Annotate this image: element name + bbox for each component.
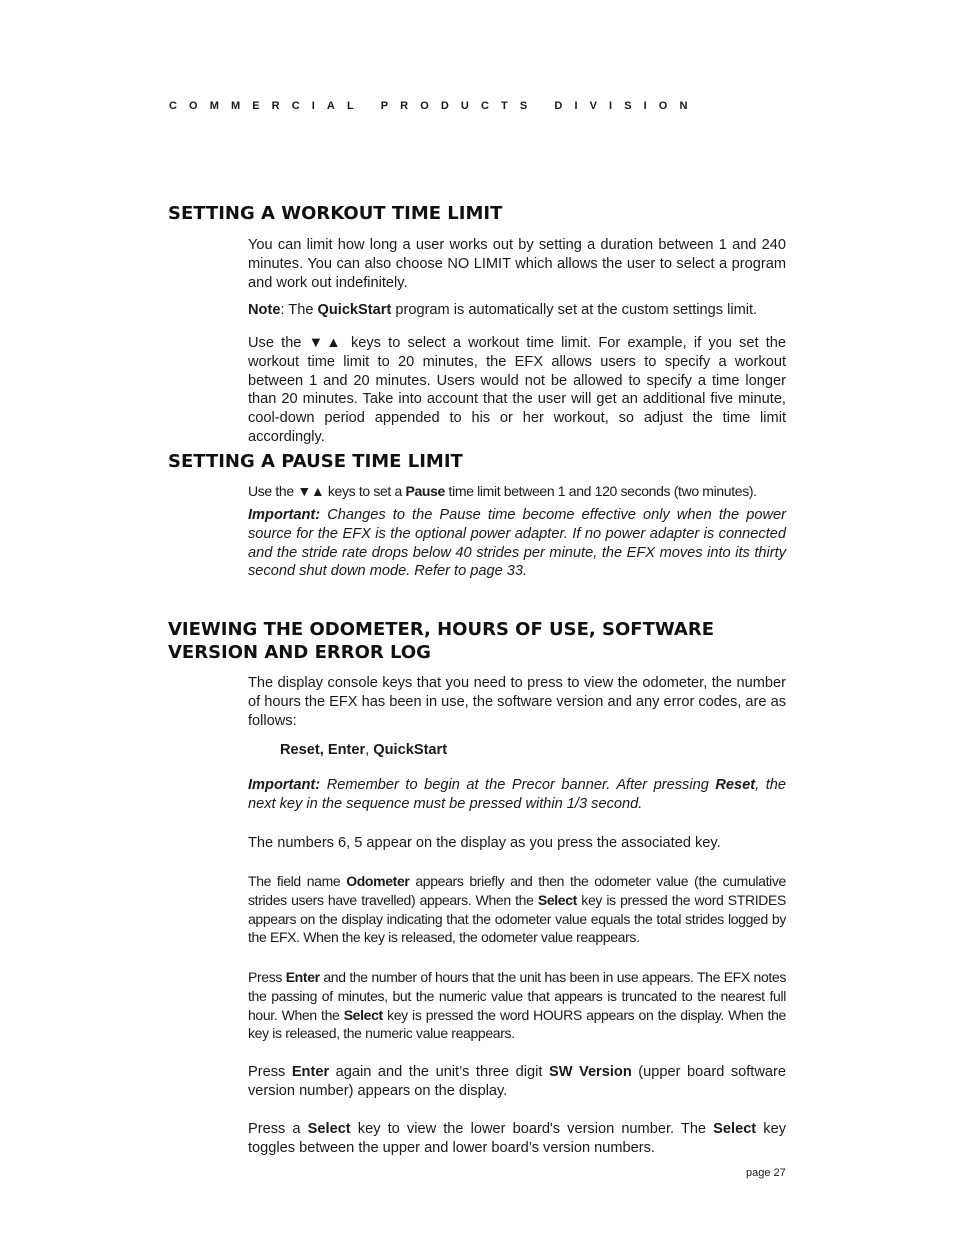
reset-term: Reset <box>715 777 756 793</box>
workout-keys-paragraph: Use the ▼▲ keys to select a workout time limit. For example, if you set the workout time limit to 20 minutes, the EFX allows users to specify a workout between 1 and 20 minutes. Users would not be allowed to specify a time longer than 20 minutes. Take into account that the user will get an additional five minute, cool-down period appended to his or her workout, so adjust the time limit accordingly. <box>248 335 786 445</box>
important-label: Important: <box>248 777 321 793</box>
sw-text-b: again and the unit’s three digit <box>329 1064 549 1080</box>
odo-text-a: The field name <box>248 873 347 889</box>
hours-text-c: key is pressed the word HOURS appears on the display. When the key is released, the numeric value reappears. <box>248 1006 786 1042</box>
workout-note-paragraph <box>248 301 786 320</box>
sel-text-c: key toggles between the upper and lower board’s version numbers. <box>248 1121 787 1156</box>
sw-version-term: SW Version <box>548 1064 632 1080</box>
pause-keys-paragraph <box>248 482 786 501</box>
key-sequence <box>280 742 447 758</box>
title-line-2: VERSION AND ERROR LOG <box>168 642 431 663</box>
important-text-b: , the next key in the sequence must be pressed within 1/3 second. <box>248 777 786 812</box>
enter-term: Enter <box>285 969 320 985</box>
odometer-value-paragraph <box>248 872 786 947</box>
workout-intro-paragraph: You can limit how long a user works out by setting a duration between 1 and 240 minutes. You can also choose NO LIMIT which allows the user to select a program and work out indefinitely. <box>248 237 786 291</box>
division-header: COMMERCIAL PRODUCTS DIVISION <box>169 100 700 112</box>
sw-text-a: Press <box>248 1064 292 1080</box>
keys-reset-enter: Reset, Enter <box>280 742 366 758</box>
pause-text-b: time limit between 1 and 120 seconds (two minutes). <box>444 483 757 499</box>
select-key-paragraph <box>248 1120 786 1158</box>
section-title-pause-limit: SETTING A PAUSE TIME LIMIT <box>168 451 463 472</box>
odometer-important-paragraph <box>248 776 786 814</box>
important-label: Important: <box>248 507 321 523</box>
hours-paragraph <box>248 968 786 1043</box>
important-text-a: Remember to begin at the Precor banner. After pressing <box>320 777 716 793</box>
pause-text-a: Use the ▼▲ keys to set a <box>248 483 406 499</box>
select-term: Select <box>307 1121 351 1137</box>
important-text: Changes to the Pause time become effective only when the power source for the EFX is the optional power adapter. If no power adapter is connected and the stride rate drops below 40 strides per minute, the EFX moves into its thirty second shut down mode. Refer to page 33. <box>248 507 786 580</box>
odo-text-c: key is pressed the word STRIDES appears on the display indicating that the odometer value equals the total strides logged by the EFX. When the key is released, the odometer value reappears. <box>248 891 786 946</box>
section-title-odometer <box>168 618 714 664</box>
page-number: page 27 <box>746 1167 786 1179</box>
select-term: Select <box>537 891 577 908</box>
pause-important-paragraph <box>248 506 786 581</box>
sw-text-c: (upper board software version number) appears on the display. <box>248 1064 786 1099</box>
enter-term: Enter <box>291 1064 330 1080</box>
note-rest: program is automatically set at the custom settings limit. <box>391 302 758 318</box>
numbers-paragraph: The numbers 6, 5 appear on the display as you press the associated key. <box>248 835 721 851</box>
odometer-term: Odometer <box>346 873 410 889</box>
pause-term: Pause <box>405 483 445 499</box>
hours-text-a: Press <box>248 969 286 985</box>
keys-separator: , <box>365 742 374 758</box>
note-label: Note <box>248 302 281 318</box>
sel-text-a: Press a <box>248 1121 308 1137</box>
note-mid: : The <box>280 302 318 318</box>
title-line-1: VIEWING THE ODOMETER, HOURS OF USE, SOFTWARE <box>168 619 715 640</box>
odometer-intro-paragraph: The display console keys that you need to press to view the odometer, the number of hours the EFX has been in use, the software version and any error codes, are as follows: <box>248 675 786 729</box>
keys-quickstart: QuickStart <box>373 742 448 758</box>
select-term: Select <box>713 1121 757 1137</box>
select-term: Select <box>343 1006 383 1023</box>
section-title-workout-limit: SETTING A WORKOUT TIME LIMIT <box>168 203 503 224</box>
sw-version-paragraph <box>248 1063 786 1101</box>
hours-text-b: and the number of hours that the unit has been in use appears. The EFX notes the passing of minutes, but the numeric value that appears is truncated to the nearest full hour. When the <box>248 969 787 1023</box>
sel-text-b: key to view the lower board's version number. The <box>350 1121 714 1137</box>
quickstart-term: QuickStart <box>317 302 392 318</box>
odo-text-b: appears briefly and then the odometer value (the cumulative strides users have travelled) appears. When the <box>248 873 786 908</box>
